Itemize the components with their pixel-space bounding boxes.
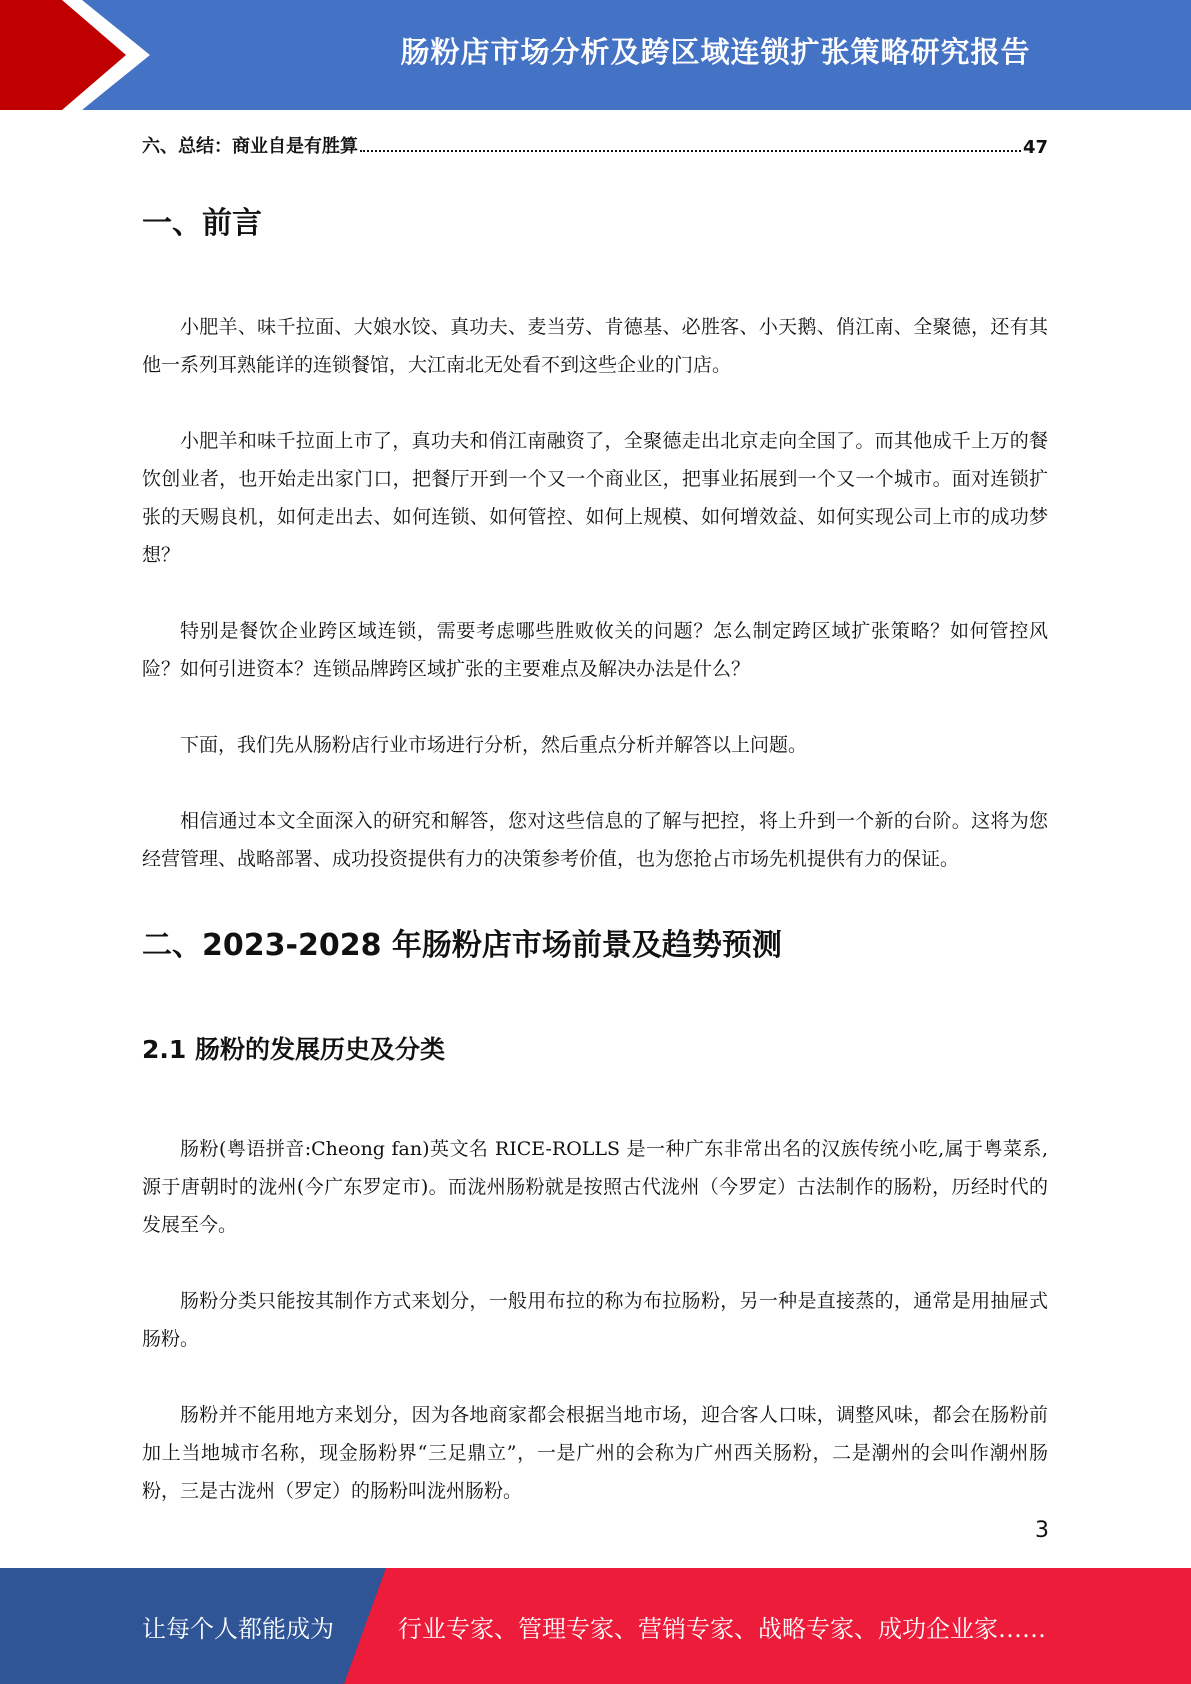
toc-entry-page: 47 <box>1022 137 1048 158</box>
header-banner <box>0 0 1191 110</box>
paragraph: 特别是餐饮企业跨区域连锁，需要考虑哪些胜败攸关的问题？怎么制定跨区域扩张策略？如何管控风险？如何引进资本？连锁品牌跨区域扩张的主要难点及解决办法是什么？ <box>142 620 1048 680</box>
report-title: 肠粉店市场分析及跨区域连锁扩张策略研究报告 <box>400 34 1031 69</box>
section-heading-market-outlook: 二、2023-2028 年肠粉店市场前景及趋势预测 <box>142 928 782 963</box>
paragraph: 相信通过本文全面深入的研究和解答，您对这些信息的了解与把控，将上升到一个新的台阶。这将为您经营管理、战略部署、成功投资提供有力的决策参考价值，也为您抢占市场先机提供有力的保证。 <box>142 810 1048 870</box>
paragraph: 肠粉并不能用地方来划分，因为各地商家都会根据当地市场，迎合客人口味，调整风味，都会在肠粉前加上当地城市名称，现金肠粉界“三足鼎立”，一是广州的会称为广州西关肠粉，二是潮州的会叫作潮州肠粉，三是古泷州（罗定）的肠粉叫泷州肠粉。 <box>142 1404 1048 1502</box>
toc-entry[interactable] <box>142 130 1048 158</box>
toc-entry-label: 六、总结：商业自是有胜算 <box>142 136 358 157</box>
page-number: 3 <box>1035 1518 1049 1543</box>
subsection-heading-history: 2.1 肠粉的发展历史及分类 <box>142 1035 445 1064</box>
paragraph: 肠粉(粤语拼音:Cheong fan)英文名 RICE-ROLLS 是一种广东非常出名的汉族传统小吃,属于粤菜系,源于唐朝时的泷州(今广东罗定市)。而泷州肠粉就是按照古代泷州（今罗定）古法制作的肠粉，历经时代的发展至今。 <box>142 1138 1048 1236</box>
paragraph: 小肥羊和味千拉面上市了，真功夫和俏江南融资了，全聚德走出北京走向全国了。而其他成千上万的餐饮创业者，也开始走出家门口，把餐厅开到一个又一个商业区，把事业拓展到一个又一个城市。面对连锁扩张的天赐良机，如何走出去、如何连锁、如何管控、如何上规模、如何增效益、如何实现公司上市的成功梦想？ <box>142 430 1048 566</box>
section-heading-preface: 一、前言 <box>142 206 262 241</box>
paragraph: 下面，我们先从肠粉店行业市场进行分析，然后重点分析并解答以上问题。 <box>180 734 808 756</box>
document-body <box>142 196 1048 1510</box>
footer-slogan-left: 让每个人都能成为 <box>142 1614 334 1643</box>
footer-banner <box>0 1568 1191 1684</box>
toc-leader-dots <box>360 150 1021 152</box>
paragraph: 肠粉分类只能按其制作方式来划分，一般用布拉的称为布拉肠粉，另一种是直接蒸的，通常是用抽屉式肠粉。 <box>142 1290 1048 1350</box>
footer-slogan-right: 行业专家、管理专家、营销专家、战略专家、成功企业家…… <box>398 1614 1046 1643</box>
paragraph: 小肥羊、味千拉面、大娘水饺、真功夫、麦当劳、肯德基、必胜客、小天鹅、俏江南、全聚德，还有其他一系列耳熟能详的连锁餐馆，大江南北无处看不到这些企业的门店。 <box>142 316 1048 376</box>
